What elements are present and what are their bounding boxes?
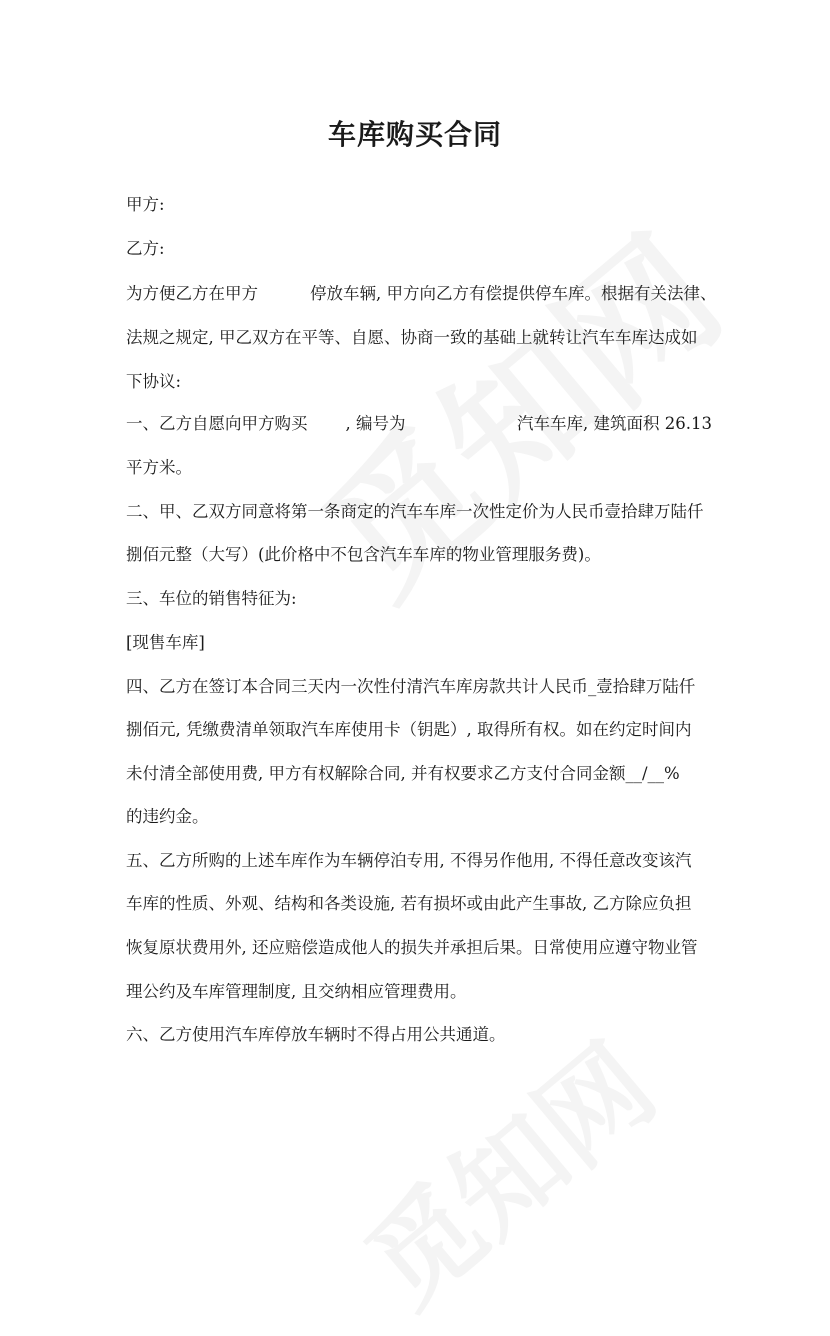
party-a-label: 甲方: bbox=[126, 195, 165, 214]
clause-4-line-3: 未付清全部使用费, 甲方有权解除合同, 并有权要求乙方支付合同金额__/__% bbox=[126, 764, 680, 783]
clause-4-line-1: 四、乙方在签订本合同三天内一次性付清汽车库房款共计人民币_壹拾肆万陆仟 bbox=[126, 677, 696, 696]
clause-5-line-3: 恢复原状费用外, 还应赔偿造成他人的损失并承担后果。日常使用应遵守物业管 bbox=[126, 938, 698, 957]
clause-1-part-a: 一、乙方自愿向甲方购买 bbox=[126, 414, 308, 433]
clause-1-part-b: , 编号为 bbox=[345, 414, 406, 433]
intro-line-3: 下协议: bbox=[126, 372, 182, 391]
clause-2-line-2: 捌佰元整（大写）(此价格中不包含汽车车库的物业管理服务费)。 bbox=[126, 545, 601, 564]
clause-2-line-1: 二、甲、乙双方同意将第一条商定的汽车车库一次性定价为人民币壹拾肆万陆仟 bbox=[126, 502, 704, 521]
clause-3-line-1: 三、车位的销售特征为: bbox=[126, 589, 297, 608]
document-title: 车库购买合同 bbox=[327, 118, 502, 151]
clause-5-line-4: 理公约及车库管理制度, 且交纳相应管理费用。 bbox=[126, 982, 467, 1001]
clause-1-part-c: 汽车车库, 建筑面积 26.13 bbox=[517, 414, 712, 433]
intro-line-2: 法规之规定, 甲乙双方在平等、自愿、协商一致的基础上就转让汽车车库达成如 bbox=[126, 328, 698, 347]
clause-5-line-1: 五、乙方所购的上述车库作为车辆停泊专用, 不得另作他用, 不得任意改变该汽 bbox=[126, 851, 692, 870]
clause-1-line-2: 平方米。 bbox=[126, 458, 192, 477]
clause-6-line-1: 六、乙方使用汽车库停放车辆时不得占用公共通道。 bbox=[126, 1025, 506, 1044]
clause-4-line-4: 的违约金。 bbox=[126, 807, 209, 826]
clause-5-line-2: 车库的性质、外观、结构和各类设施, 若有损坏或由此产生事故, 乙方除应负担 bbox=[126, 894, 692, 913]
party-b-label: 乙方: bbox=[126, 239, 165, 258]
clause-3-line-2: [现售车库] bbox=[126, 633, 205, 652]
intro-line-1b: 停放车辆, 甲方向乙方有偿提供停车库。根据有关法律、 bbox=[310, 284, 717, 303]
clause-1-line-1 bbox=[126, 414, 712, 434]
intro-line-1 bbox=[126, 284, 717, 304]
clause-4-line-2: 捌佰元, 凭缴费清单领取汽车库使用卡（钥匙）, 取得所有权。如在约定时间内 bbox=[126, 720, 692, 739]
intro-line-1a: 为方便乙方在甲方 bbox=[126, 284, 258, 303]
watermark-bottom bbox=[328, 1002, 682, 1335]
